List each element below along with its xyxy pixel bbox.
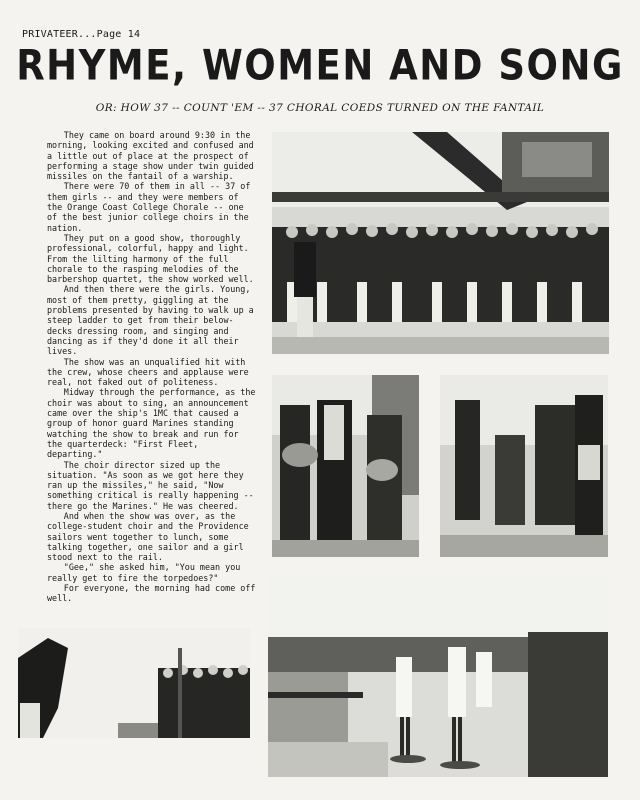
band-performers-photo (440, 375, 608, 557)
article-paragraph: The choir director sized up the situation. "As soon as we got here they ran up the missiles," he said, "Now something critical is really happening -- there go the Marines." He was cheered. (47, 459, 254, 511)
article-body (47, 130, 257, 604)
article-paragraph: They put on a good show, thoroughly professional, colorful, happy and light. From the lilting harmony of the full chorale to the rasping melodies of the barbershop quartet, the show worked well. (47, 232, 254, 285)
article-paragraph: And when the show was over, as the college-student choir and the Providence sailors went together to lunch, some talking together, one sailor and a girl stood next to the rail. (47, 510, 249, 563)
article-subtitle: OR: HOW 37 -- COUNT 'EM -- 37 CHORAL COEDS TURNED ON THE FANTAIL (95, 102, 545, 114)
conductor-photo (18, 628, 250, 738)
article-paragraph: And then there were the girls. Young, most of them pretty, giggling at the problems presented by having to walk up a steep ladder to get from their below-decks dressing room, and singing and dancing as if they'd done it all their lives. (47, 284, 254, 357)
article-paragraph: There were 70 of them in all -- 37 of them girls -- and they were members of the Orange Coast College Chorale -- one of the best junior college choirs in the nation. (47, 181, 251, 233)
choir-on-fantail-photo (272, 132, 609, 354)
dancers-on-deck-photo (268, 577, 608, 777)
article-paragraph: The show was an unqualified hit with the crew, whose cheers and applause were real, not faked out of politeness. (47, 356, 249, 388)
guitarists-photo (272, 375, 419, 557)
article-title: RHYME, WOMEN AND SONG (16, 41, 624, 90)
article-paragraph: For everyone, the morning had come off well. (47, 583, 256, 604)
article-paragraph: "Gee," she asked him, "You mean you really get to fire the torpedoes?" (47, 562, 241, 583)
article-paragraph: They came on board around 9:30 in the morning, looking excited and confused and a little out of place at the prospect of performing a stage show under twin guided missiles on the fantail of a warship. (47, 130, 254, 182)
page-header: PRIVATEER...Page 14 (22, 29, 141, 40)
article-paragraph: Midway through the performance, as the choir was about to sing, an announcement came over the ship's 1MC that caused a group of honor guard Marines standing watching the show to break and run for the quarterdeck: "First Fleet, departing." (47, 387, 256, 460)
